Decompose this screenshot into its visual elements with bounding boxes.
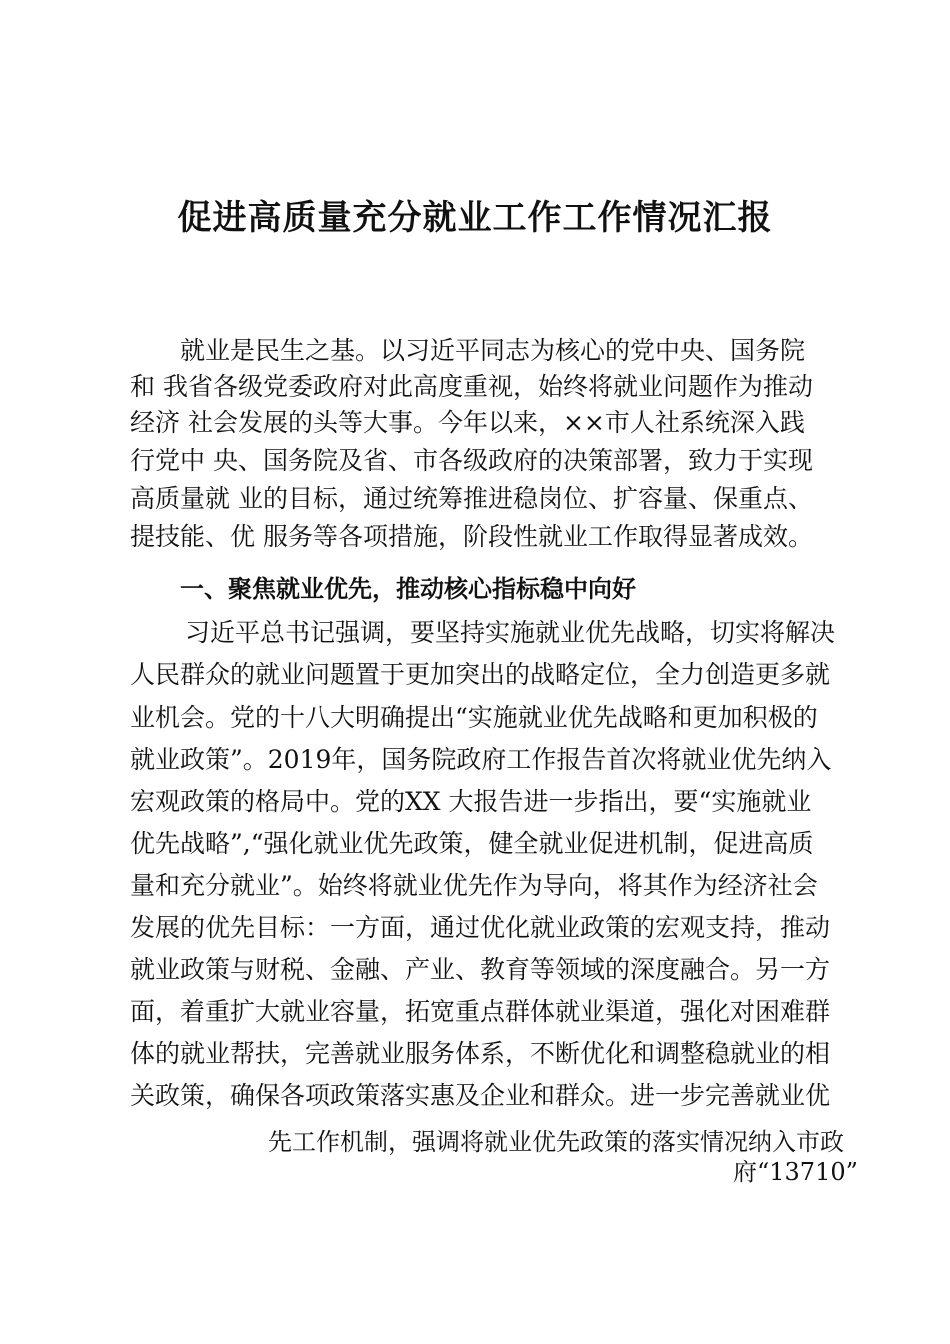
intro-line: 就业是民生之基。以习近平同志为核心的党中央、国务院 [180, 336, 806, 365]
body-line: 业机会。党的十八大明确提出“实施就业优先战略和更加积极的 [130, 703, 818, 732]
intro-line: 提技能、优 服务等各项措施，阶段性就业工作取得显著成效。 [130, 522, 813, 551]
body-tail-line: 先工作机制，强调将就业优先政策的落实情况纳入市政 [268, 1128, 844, 1156]
body-line: 人民群众的就业问题置于更加突出的战略定位，全力创造更多就 [130, 660, 831, 689]
intro-line: 和 我省各级党委政府对此高度重视，始终将就业问题作为推动 [130, 372, 813, 401]
body-line: 习近平总书记强调，要坚持实施就业优先战略，切实将解决 [185, 618, 836, 647]
body-line: 宏观政策的格局中。党的XX 大报告进一步指出，要“实施就业 [130, 787, 812, 816]
section-heading: 一、聚焦就业优先，推动核心指标稳中向好 [180, 575, 636, 603]
body-line: 发展的优先目标：一方面，通过优化就业政策的宏观支持，推动 [130, 913, 831, 942]
body-line: 面，着重扩大就业容量，拓宽重点群体就业渠道，强化对困难群 [130, 997, 831, 1026]
body-tail-line: 府“13710” [733, 1158, 858, 1186]
body-line: 体的就业帮扶，完善就业服务体系，不断优化和调整稳就业的相 [130, 1039, 831, 1068]
body-line: 优先战略”,“强化就业优先政策，健全就业促进机制，促进高质 [130, 829, 814, 858]
body-line: 关政策，确保各项政策落实惠及企业和群众。进一步完善就业优 [130, 1081, 831, 1110]
intro-line: 高质量就 业的目标，通过统筹推进稳岗位、扩容量、保重点、 [130, 484, 813, 513]
intro-line: 经济 社会发展的头等大事。今年以来，××市人社系统深入践 [130, 408, 805, 437]
body-line: 就业政策”。2019年，国务院政府工作报告首次将就业优先纳入 [130, 745, 832, 774]
document-title: 促进高质量充分就业工作工作情况汇报 [177, 198, 773, 238]
body-line: 就业政策与财税、金融、产业、教育等领域的深度融合。另一方 [130, 955, 831, 984]
intro-line: 行党中 央、国务院及省、市各级政府的决策部署，致力于实现 [130, 446, 813, 475]
body-line: 量和充分就业”。始终将就业优先作为导向，将其作为经济社会 [130, 871, 818, 900]
